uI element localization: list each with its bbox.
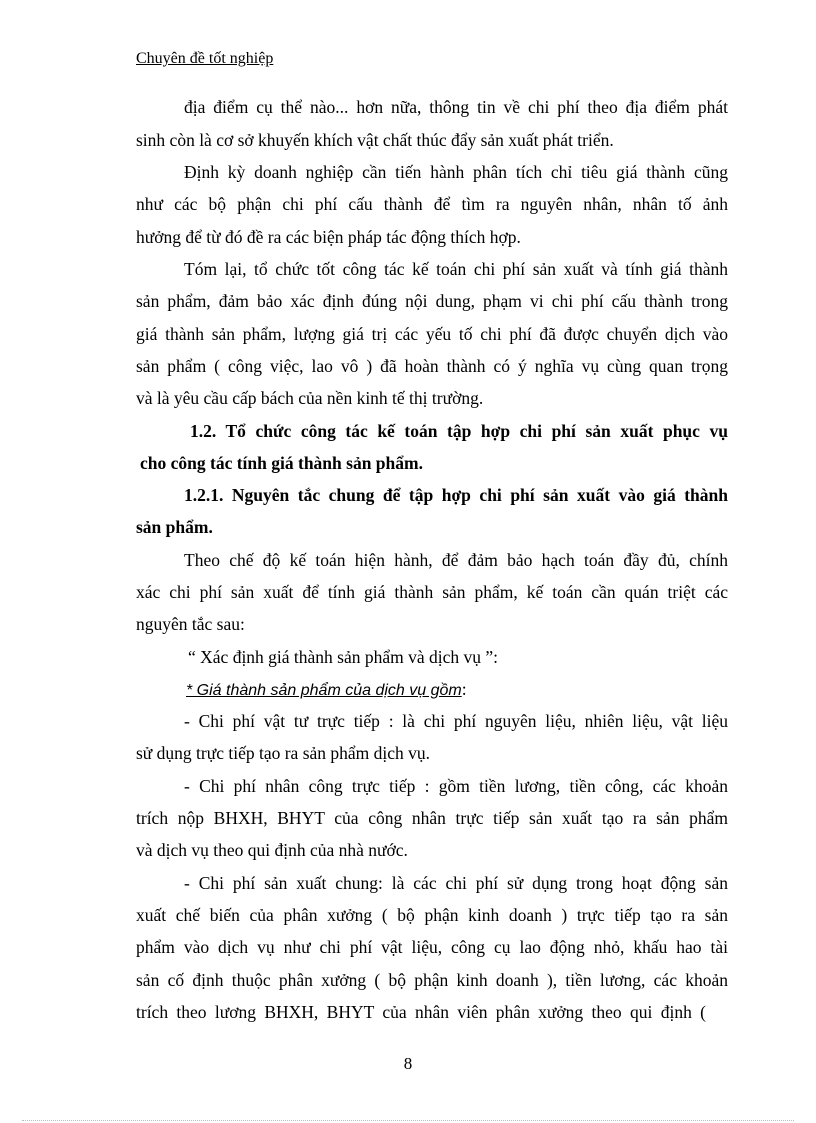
body-line: trích nộp BHXH, BHYT của công nhân trực tiếp sản xuất tạo ra sản phẩm (136, 808, 728, 828)
running-header: Chuyên đề tốt nghiệp (136, 50, 274, 67)
body-line: hưởng để từ đó đề ra các biện pháp tác động thích hợp. (136, 227, 521, 247)
body-line: sản phẩm, đảm bảo xác định đúng nội dung, phạm vi chi phí cấu thành trong (136, 291, 728, 311)
body-line: và dịch vụ theo qui định của nhà nước. (136, 840, 408, 860)
body-line: phẩm vào dịch vụ như chi phí vật liệu, công cụ lao động nhỏ, khấu hao tài (136, 937, 728, 957)
body-line: Tóm lại, tổ chức tốt công tác kế toán chi phí sản xuất và tính giá thành (184, 259, 728, 279)
body-line: sản phẩm ( công việc, lao vô ) đã hoàn thành có ý nghĩa vụ cùng quan trọng (136, 356, 728, 376)
body-line: sử dụng trực tiếp tạo ra sản phẩm dịch vụ. (136, 743, 431, 763)
italic-subheading (186, 677, 467, 703)
body-line: xác chi phí sản xuất để tính giá thành sản phẩm, kế toán cần quán triệt các (136, 582, 728, 602)
page-number: 8 (403, 1054, 413, 1073)
body-line: và là yêu cầu cấp bách của nền kinh tế thị trường. (136, 388, 484, 408)
subsection-heading: sản phẩm. (136, 517, 213, 537)
body-line: - Chi phí vật tư trực tiếp : là chi phí nguyên liệu, nhiên liệu, vật liệu (184, 711, 728, 731)
subsection-heading: 1.2.1. Nguyên tắc chung để tập hợp chi phí sản xuất vào giá thành (184, 485, 728, 505)
body-line: - Chi phí sản xuất chung: là các chi phí sử dụng trong hoạt động sản (184, 873, 728, 893)
body-line: nguyên tắc sau: (136, 614, 245, 634)
italic-subheading-text: * Giá thành sản phẩm của dịch vụ gồm (186, 682, 462, 699)
body-line: địa điểm cụ thể nào... hơn nữa, thông tin về chi phí theo địa điểm phát (184, 97, 728, 117)
body-line: xuất chế biến của phân xưởng ( bộ phận kinh doanh ) trực tiếp tạo ra sản (136, 905, 728, 925)
body-line: như các bộ phận chi phí cấu thành để tìm ra nguyên nhân, nhân tố ảnh (136, 194, 728, 214)
body-line: Định kỳ doanh nghiệp cần tiến hành phân tích chỉ tiêu giá thành cũng (184, 162, 728, 182)
quoted-subtitle: “ Xác định giá thành sản phẩm và dịch vụ ”: (188, 647, 499, 667)
italic-subheading-colon: : (461, 679, 467, 699)
body-line: sản cố định thuộc phân xưởng ( bộ phận kinh doanh ), tiền lương, các khoản (136, 970, 728, 990)
body-line: trích theo lương BHXH, BHYT của nhân viên phân xưởng theo qui định ( (136, 1002, 706, 1022)
body-line: sinh còn là cơ sở khuyến khích vật chất thúc đẩy sản xuất phát triển. (136, 130, 614, 150)
body-line: Theo chế độ kế toán hiện hành, để đảm bảo hạch toán đầy đủ, chính (184, 550, 728, 570)
body-line: - Chi phí nhân công trực tiếp : gồm tiền lương, tiền công, các khoản (184, 776, 728, 796)
page-bottom-divider (22, 1120, 794, 1121)
section-heading: 1.2. Tổ chức công tác kế toán tập hợp chi phí sản xuất phục vụ (190, 421, 728, 441)
section-heading: cho công tác tính giá thành sản phẩm. (140, 453, 423, 473)
body-line: giá thành sản phẩm, lượng giá trị các yếu tố chi phí đã được chuyển dịch vào (136, 324, 728, 344)
